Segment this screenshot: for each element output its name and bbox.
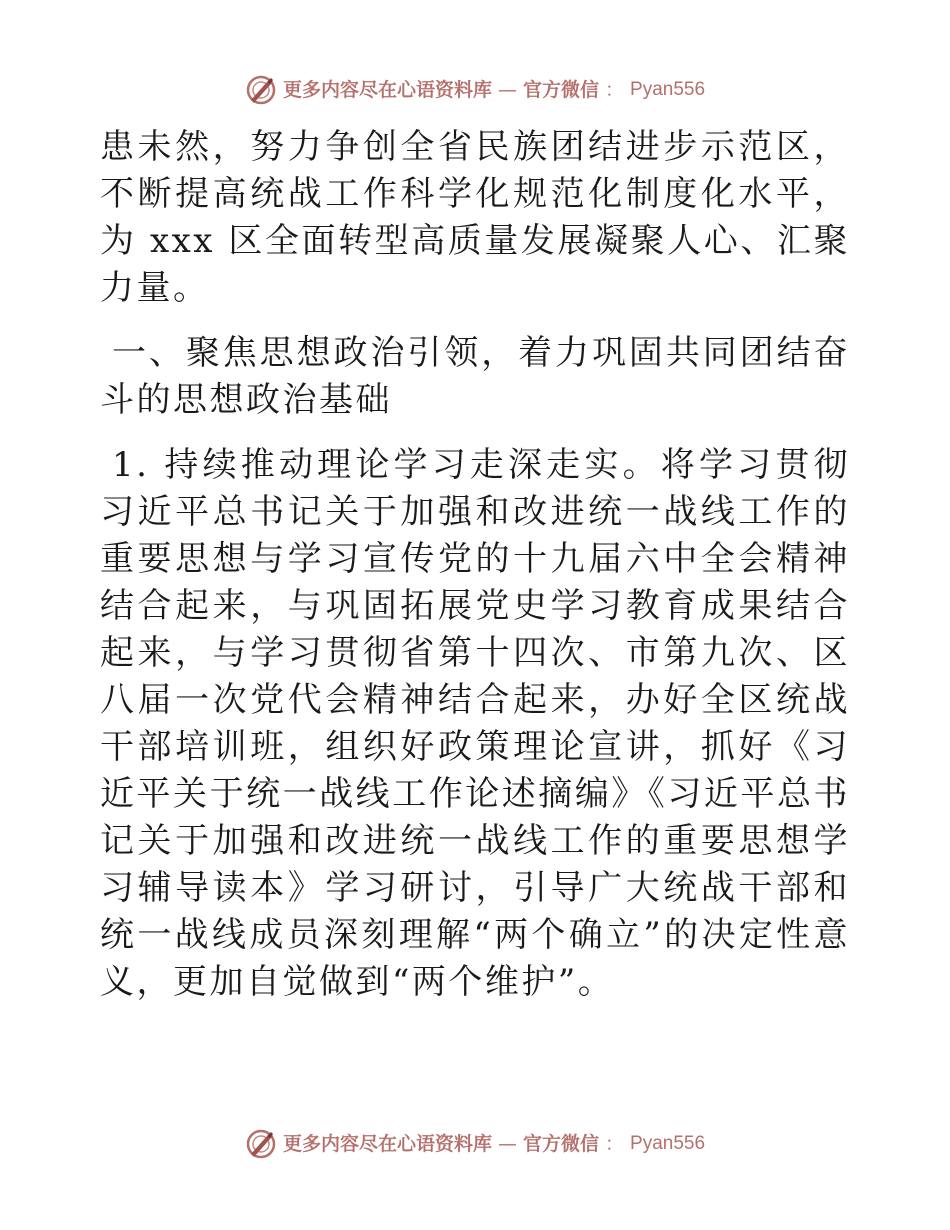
watermark-label: 官方微信 — [522, 1133, 599, 1155]
watermark-separator: ： — [605, 1133, 625, 1155]
paragraph-continuation: 患未然，努力争创全省民族团结进步示范区，不断提高统战工作科学化规范化制度化水平，为 xxx 区全面转型高质量发展凝聚人心、汇聚力量。 — [100, 127, 850, 308]
document-body — [100, 124, 850, 1006]
watermark-text: 更多内容尽在心语资料库 — [282, 79, 492, 101]
pen-logo-icon — [245, 74, 277, 106]
watermark-label: 官方微信 — [522, 79, 599, 101]
watermark-dash: — — [497, 1133, 517, 1155]
paragraph-item-1: 1. 持续推动理论学习走深走实。将学习贯彻习近平总书记关于加强和改进统一战线工作的重要思想与学习宣传党的十九届六中全会精神结合起来，与巩固拓展党史学习教育成果结合起来，与学习贯彻省第十四次、市第九次、区八届一次党代会精神结合起来，办好全区统战干部培训班，组织好政策理论宣讲，抓好《习近平关于统一战线工作论述摘编》《习近平总书记关于加强和改进统一战线工作的重要思想学习辅导读本》学习研讨，引导广大统战干部和统一战线成员深刻理解“两个确立”的决定性意义，更加自觉做到“两个维护”。 — [100, 445, 850, 1002]
watermark-separator: ： — [605, 79, 625, 101]
footer-watermark — [0, 1128, 950, 1160]
watermark-wechat-id: Pyan556 — [630, 79, 706, 100]
header-watermark — [0, 74, 950, 106]
watermark-dash: — — [497, 79, 517, 101]
section-heading: 一、聚焦思想政治引领，着力巩固共同团结奋斗的思想政治基础 — [100, 333, 850, 420]
pen-logo-icon — [245, 1128, 277, 1160]
watermark-text: 更多内容尽在心语资料库 — [282, 1133, 492, 1155]
watermark-wechat-id: Pyan556 — [630, 1133, 706, 1154]
